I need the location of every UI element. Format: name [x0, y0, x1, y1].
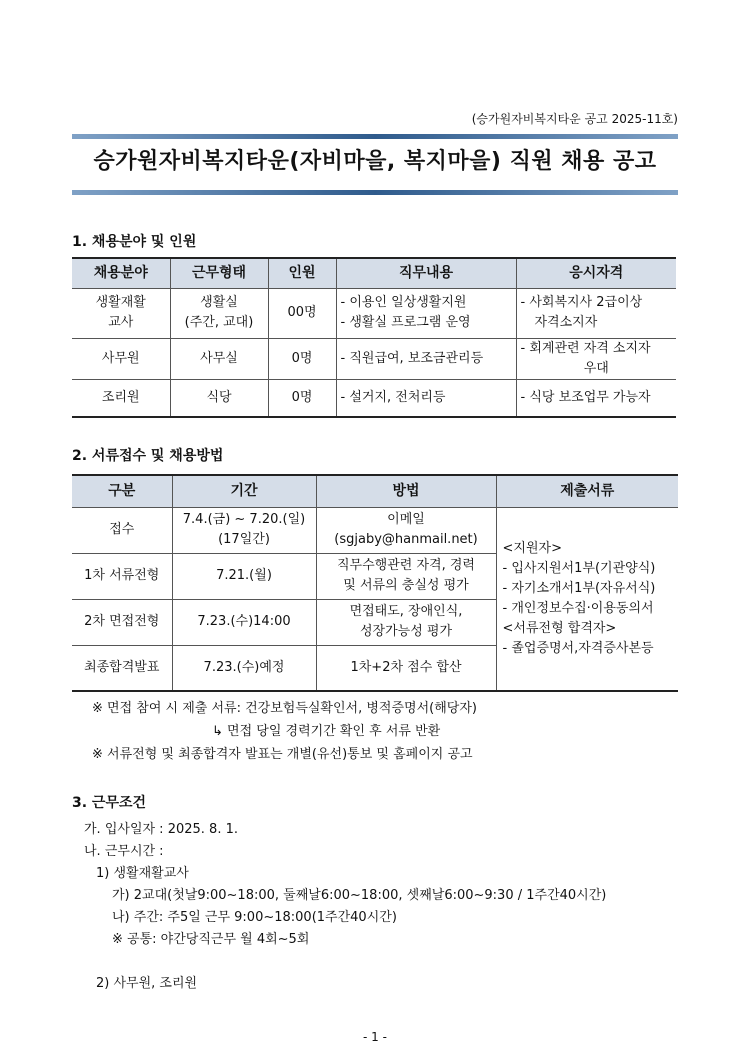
cell-text: 2차 면접전형 — [72, 599, 172, 645]
table-row — [72, 338, 676, 379]
col-header: 채용분야 — [72, 258, 170, 288]
cell-text: 최종합격발표 — [72, 645, 172, 691]
condition-line: 나. 근무시간 : — [84, 844, 164, 859]
cell-text: 면접태도, 장애인식, — [349, 604, 463, 619]
cell-text: - 회계관련 자격 소지자 — [520, 340, 651, 356]
col-header: 구분 — [72, 475, 172, 507]
cell-text: 1차+2차 점수 합산 — [316, 645, 496, 691]
cell-text: - 이용인 일상생활지원 — [340, 295, 467, 310]
cell-text: 사무원 — [72, 338, 170, 379]
title-top-bar — [72, 134, 678, 139]
section2-heading: 2. 서류접수 및 채용방법 — [72, 448, 224, 464]
table-row — [72, 288, 676, 338]
cell-text: 조리원 — [72, 379, 170, 417]
condition-line: 1) 생활재활교사 — [96, 866, 189, 881]
section1-heading: 1. 채용분야 및 인원 — [72, 234, 197, 250]
application-table — [72, 474, 678, 692]
condition-line: 나) 주간: 주5일 근무 9:00~18:00(1주간40시간) — [112, 910, 397, 925]
cell-text: 식당 — [170, 379, 268, 417]
cell-text: (17일간) — [218, 532, 270, 547]
cell-text: (주간, 교대) — [184, 315, 254, 330]
cell-text: 생활재활 — [95, 295, 146, 310]
cell-text: (sgjaby@hanmail.net) — [334, 532, 478, 547]
documents-cell — [496, 507, 678, 691]
table-header-row — [72, 258, 676, 288]
cell-text: 0명 — [268, 379, 336, 417]
title-bottom-bar — [72, 190, 678, 195]
table-row — [72, 507, 678, 553]
notice-number: (승가원자비복지타운 공고 2025-11호) — [471, 112, 678, 126]
cell-text: 00명 — [268, 288, 336, 338]
cell-text: 접수 — [72, 507, 172, 553]
doc-item: - 졸업증명서,자격증사본등 — [502, 640, 654, 656]
note-line: ※ 서류전형 및 최종합격자 발표는 개별(유선)통보 및 홈페이지 공고 — [92, 747, 473, 762]
col-header: 제출서류 — [496, 475, 678, 507]
doc-item: - 자기소개서1부(자유서식) — [502, 580, 656, 596]
cell-text: 이메일 — [387, 512, 425, 527]
cell-text: 자격소지자 — [534, 315, 598, 330]
col-header: 방법 — [316, 475, 496, 507]
cell-text: 0명 — [268, 338, 336, 379]
cell-text: - 설거지, 전처리등 — [336, 379, 516, 417]
page-title: 승가원자비복지타운(자비마을, 복지마을) 직원 채용 공고 — [93, 149, 657, 174]
note-line: ↳ 면접 당일 경력기간 확인 후 서류 반환 — [212, 724, 441, 739]
cell-text: - 생활실 프로그램 운영 — [340, 315, 471, 330]
table-header-row — [72, 475, 678, 507]
col-header: 근무형태 — [170, 258, 268, 288]
cell-text: - 식당 보조업무 가능자 — [516, 379, 676, 417]
cell-text: - 직원급여, 보조금관리등 — [336, 338, 516, 379]
cell-text: - 사회복지사 2급이상 — [520, 295, 643, 310]
recruitment-table — [72, 257, 676, 418]
cell-text: 우대 — [583, 360, 609, 376]
cell-text: 7.21.(월) — [172, 553, 316, 599]
cell-text: 및 서류의 충실성 평가 — [343, 578, 469, 593]
cell-text: 7.23.(수)예정 — [172, 645, 316, 691]
cell-text: 7.4.(금) ~ 7.20.(일) — [182, 512, 306, 527]
cell-text: 직무수행관련 자격, 경력 — [337, 558, 475, 573]
doc-item: - 입사지원서1부(기관양식) — [502, 560, 656, 576]
condition-line: 가. 입사일자 : 2025. 8. 1. — [84, 822, 238, 837]
table-row — [72, 379, 676, 417]
note-line: ※ 면접 참여 시 제출 서류: 건강보험득실확인서, 병적증명서(해당자) — [92, 701, 477, 716]
cell-text: 교사 — [108, 315, 134, 330]
col-header: 응시자격 — [516, 258, 676, 288]
cell-text: 생활실 — [200, 295, 238, 310]
condition-line: 2) 사무원, 조리원 — [96, 976, 198, 991]
doc-item: <지원자> — [502, 540, 562, 556]
cell-text: 성장가능성 평가 — [359, 624, 453, 639]
doc-item: <서류전형 합격자> — [502, 620, 617, 636]
condition-line: ※ 공통: 야간당직근무 월 4회~5회 — [112, 932, 310, 947]
col-header: 기간 — [172, 475, 316, 507]
col-header: 직무내용 — [336, 258, 516, 288]
condition-line: 가) 2교대(첫날9:00~18:00, 둘째날6:00~18:00, 셋째날6:00~9:30 / 1주간40시간) — [112, 888, 607, 903]
page-number: - 1 - — [363, 1030, 387, 1044]
doc-item: - 개인정보수집·이용동의서 — [502, 600, 654, 616]
cell-text: 1차 서류전형 — [72, 553, 172, 599]
section3-heading: 3. 근무조건 — [72, 795, 147, 811]
cell-text: 7.23.(수)14:00 — [172, 599, 316, 645]
cell-text: 사무실 — [170, 338, 268, 379]
col-header: 인원 — [268, 258, 336, 288]
